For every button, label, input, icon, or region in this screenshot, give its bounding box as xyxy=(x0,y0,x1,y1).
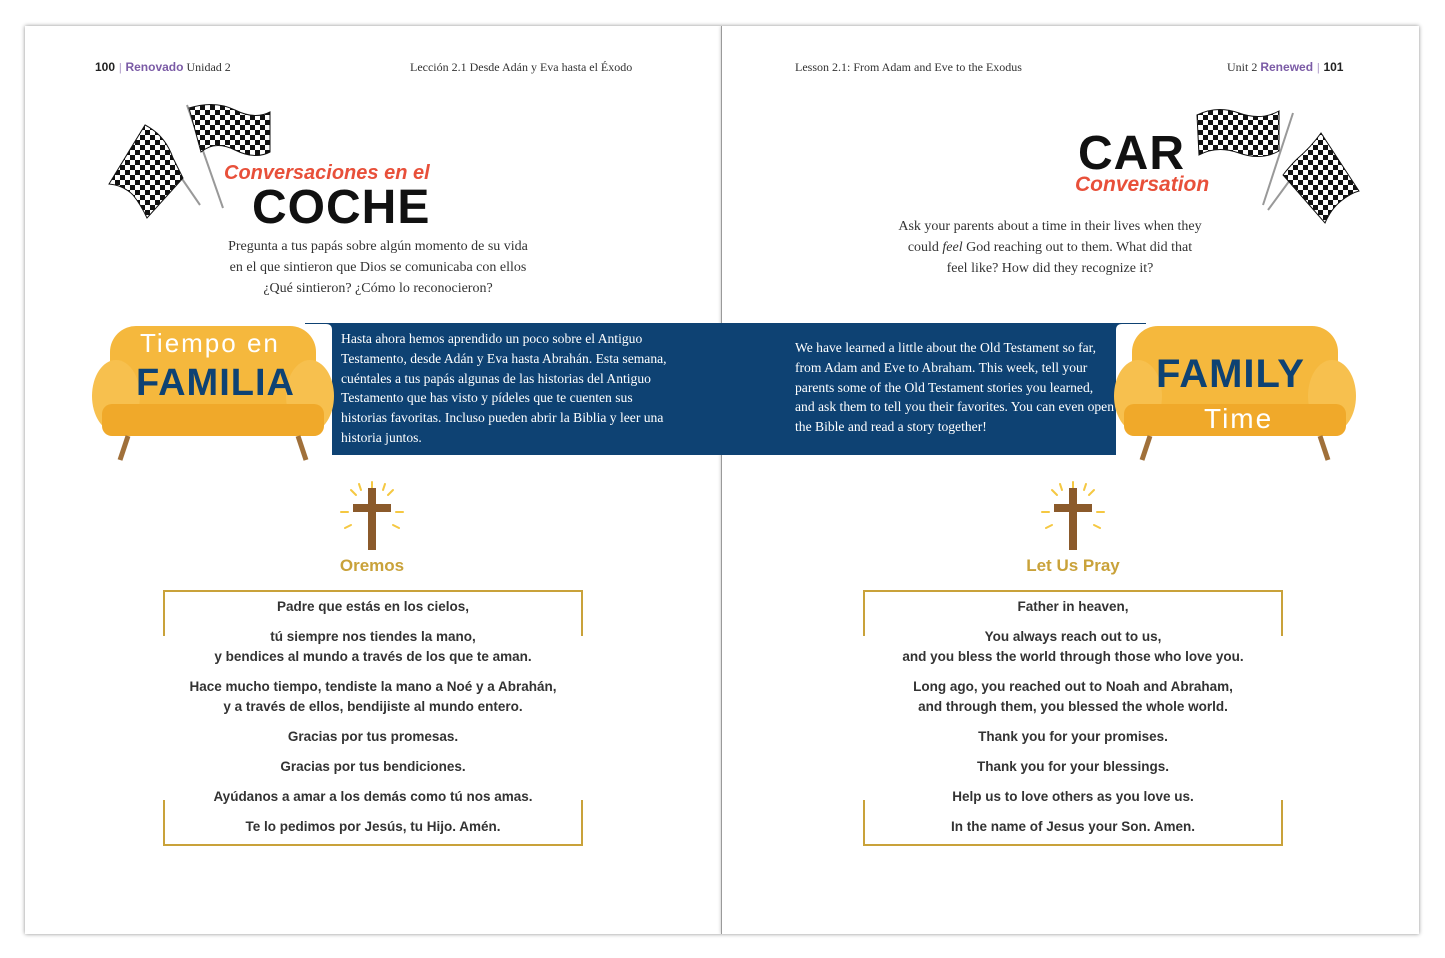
right-family-text: We have learned a little about the Old Testament so far, from Adam and Eve to Abraham. This week, tell your parents some of the Old Testament stories you learned, and ask them to tell you their favorites. You can even open the Bible and read a story together! xyxy=(795,340,1115,435)
cross-icon xyxy=(339,480,405,552)
prayer-line: Thank you for your blessings. xyxy=(976,759,1170,774)
book-spine xyxy=(721,26,722,934)
prayer-line: Te lo pedimos por Jesús, tu Hijo. Amén. xyxy=(245,819,501,834)
right-running-header: Unit 2 Renewed | 101 xyxy=(1227,60,1344,74)
left-brand: Renovado xyxy=(125,60,184,74)
left-family-text: Hasta ahora hemos aprendido un poco sobre el Antiguo Testamento, desde Adán y Eva hasta Abrahán. Esta semana, cuéntales a tus papás algunas de las historias del Antiguo Testamento que has visto y pídeles que te cuenten sus historias favoritas. Incluso pueden abrir la Biblia y leer una historia juntos. xyxy=(341,331,667,445)
prayer-line: tú siempre nos tiendes la mano, y bendices al mundo a través de los que te aman. xyxy=(214,629,532,664)
prayer-line: Help us to love others as you love us. xyxy=(952,789,1194,804)
right-car-prompt-part1: Ask your parents about a time in their lives when they could xyxy=(898,219,1202,255)
prayer-line: Gracias por tus promesas. xyxy=(287,729,459,744)
left-car-big-title: COCHE xyxy=(252,181,431,234)
prayer-line: In the name of Jesus your Son. Amen. xyxy=(950,819,1196,834)
left-family-label-bottom: FAMILIA xyxy=(136,362,295,404)
left-family-label-top: Tiempo en xyxy=(140,328,280,358)
prayer-line: Ayúdanos a amar a los demás como tú nos amas. xyxy=(213,789,533,804)
right-car-prompt-emphasis: feel xyxy=(942,240,963,255)
right-brand: Renewed xyxy=(1260,60,1314,74)
left-prayer xyxy=(163,597,583,847)
right-car-prompt xyxy=(897,216,1203,279)
prayer-line: You always reach out to us, and you bless the world through those who love you. xyxy=(902,629,1244,664)
prayer-line: Long ago, you reached out to Noah and Abraham, and through them, you blessed the whole world. xyxy=(913,679,1233,714)
left-prayer-title: Oremos xyxy=(339,556,405,575)
right-car-prompt-part2: God reaching out to them. What did that feel like? How did they recognize it? xyxy=(946,240,1193,276)
left-unit: Unidad 2 xyxy=(186,60,231,74)
right-unit: Unit 2 xyxy=(1227,60,1258,74)
left-lesson-header: Lección 2.1 Desde Adán y Eva hasta el Éxodo xyxy=(410,60,633,74)
right-lesson-header: Lesson 2.1: From Adam and Eve to the Exodus xyxy=(795,60,1022,74)
right-family-label-bottom: Time xyxy=(1204,403,1274,434)
right-car-script-title: Conversation xyxy=(1075,173,1210,196)
left-car-prompt: Pregunta a tus papás sobre algún momento de su vida en el que sintieron que Dios se comunicaba con ellos ¿Qué sintieron? ¿Cómo lo reconocieron? xyxy=(228,239,528,296)
prayer-line: Gracias por tus bendiciones. xyxy=(280,759,466,774)
right-family-label-top: FAMILY xyxy=(1156,352,1305,396)
cross-icon-right xyxy=(1040,480,1106,552)
left-car-script-title: Conversaciones en el xyxy=(224,162,430,184)
prayer-line: Thank you for your promises. xyxy=(978,729,1168,744)
right-prayer xyxy=(863,597,1283,847)
right-page-number: 101 xyxy=(1323,60,1344,74)
prayer-line: Father in heaven, xyxy=(1017,599,1129,614)
left-page-number: 100 xyxy=(95,60,116,74)
right-car-big-title: CAR xyxy=(1078,127,1185,180)
checkered-flags-icon-right xyxy=(1193,105,1363,230)
prayer-line: Padre que estás en los cielos, xyxy=(276,599,470,614)
prayer-line: Hace mucho tiempo, tendiste la mano a Noé y a Abrahán, y a través de ellos, bendijiste al mundo entero. xyxy=(189,679,557,714)
left-running-header: 100 | Renovado Unidad 2 xyxy=(95,60,231,74)
right-prayer-title: Let Us Pray xyxy=(1026,556,1120,575)
